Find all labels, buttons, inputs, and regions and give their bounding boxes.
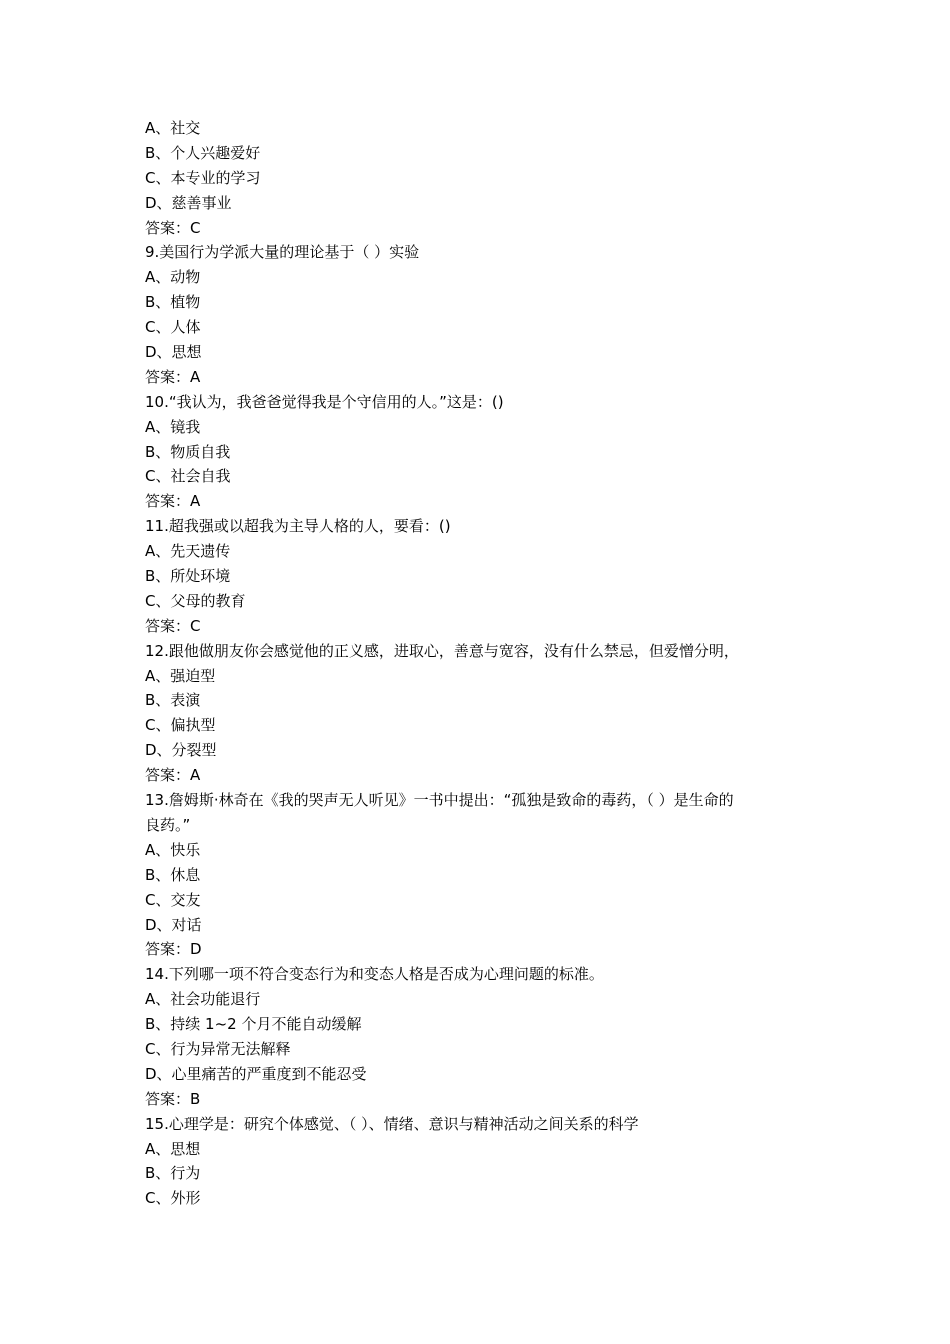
option-b: B、表演: [145, 691, 201, 710]
answer-line: 答案：A: [145, 367, 201, 386]
answer-line: 答案：A: [145, 766, 201, 785]
option-d: D、分裂型: [145, 741, 217, 760]
option-a: A、动物: [145, 268, 201, 287]
question-13: 13.詹姆斯·林奇在《我的哭声无人听见》一书中提出：“孤独是致命的毒药，（ ）是生命的: [145, 791, 734, 810]
answer-line: 答案：B: [145, 1089, 201, 1108]
answer-line: 答案：D: [145, 940, 202, 959]
question-13-continuation: 良药。”: [145, 815, 191, 834]
option-c: C、交友: [145, 890, 201, 909]
option-a: A、强迫型: [145, 666, 216, 685]
option-c: C、外形: [145, 1189, 201, 1208]
option-c: C、社会自我: [145, 467, 231, 486]
answer-line: 答案：C: [145, 616, 201, 635]
option-b: B、持续 1~2 个月不能自动缓解: [145, 1015, 362, 1034]
document-page: [145, 116, 825, 1211]
option-b: B、休息: [145, 865, 201, 884]
option-d: D、慈善事业: [145, 193, 232, 212]
option-a: A、社交: [145, 119, 201, 137]
answer-line: 答案：A: [145, 492, 201, 511]
option-b: B、物质自我: [145, 442, 231, 461]
option-d: D、对话: [145, 915, 202, 934]
option-b: B、所处环境: [145, 567, 231, 586]
option-b: B、个人兴趣爱好: [145, 143, 261, 162]
option-a: A、思想: [145, 1139, 201, 1158]
option-b: B、行为: [145, 1164, 201, 1183]
option-a: A、社会功能退行: [145, 990, 261, 1009]
question-14: 14.下列哪一项不符合变态行为和变态人格是否成为心理问题的标准。: [145, 965, 604, 984]
question-9: 9.美国行为学派大量的理论基于（ ）实验: [145, 243, 420, 262]
option-a: A、镜我: [145, 417, 201, 436]
option-b: B、植物: [145, 293, 201, 312]
option-c: C、行为异常无法解释: [145, 1039, 291, 1058]
question-10: 10.“我认为，我爸爸觉得我是个守信用的人。”这是：(): [145, 392, 504, 411]
option-c: C、本专业的学习: [145, 168, 261, 187]
option-c: C、人体: [145, 318, 201, 337]
option-a: A、先天遗传: [145, 542, 231, 561]
option-c: C、偏执型: [145, 716, 216, 735]
question-12: 12.跟他做朋友你会感觉他的正义感，进取心，善意与宽容，没有什么禁忌，但爱憎分明，: [145, 641, 739, 660]
question-15: 15.心理学是：研究个体感觉、（ ）、情绪、意识与精神活动之间关系的科学: [145, 1114, 639, 1133]
question-11: 11.超我强或以超我为主导人格的人，要看：(): [145, 517, 451, 536]
answer-line: 答案：C: [145, 218, 201, 237]
option-d: D、思想: [145, 343, 202, 362]
option-c: C、父母的教育: [145, 591, 246, 610]
option-d: D、心里痛苦的严重度到不能忍受: [145, 1064, 367, 1083]
option-a: A、快乐: [145, 840, 201, 859]
